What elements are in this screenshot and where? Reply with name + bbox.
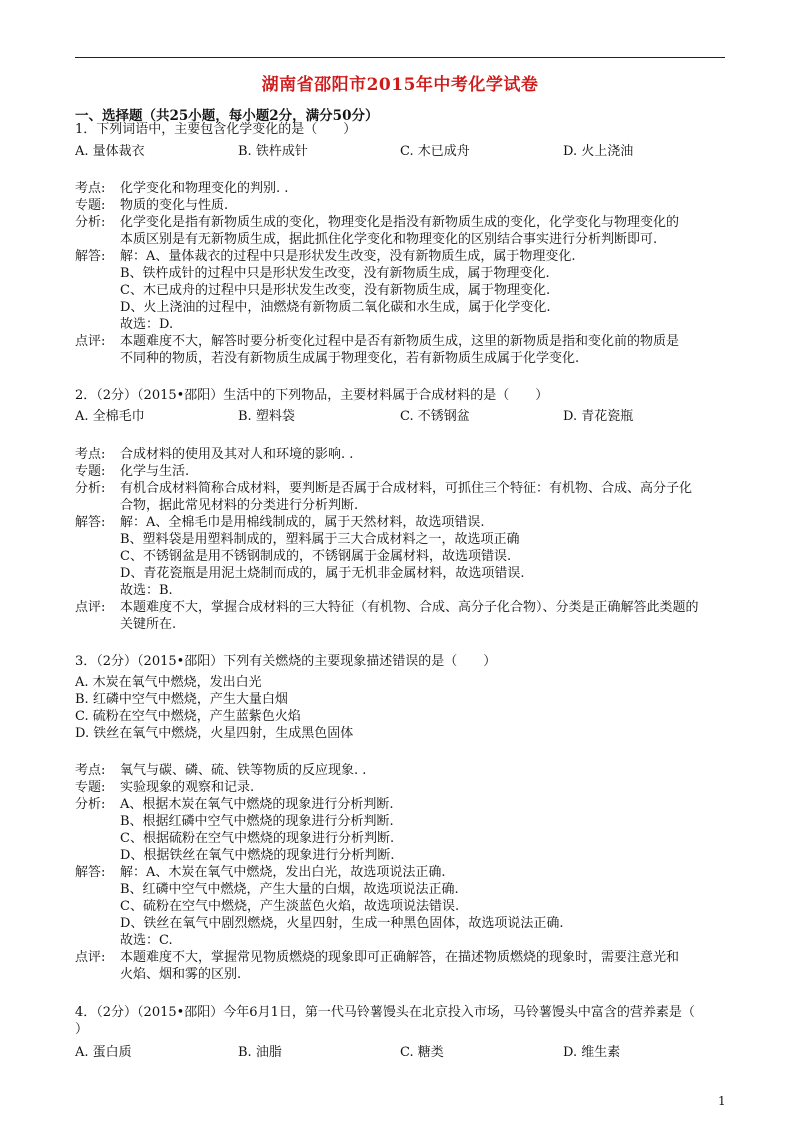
jieda-line: 故选：D. bbox=[120, 317, 174, 332]
dianping-line: 关键所在. bbox=[120, 617, 177, 632]
fenxi-line: D、根据铁丝在氧气中燃烧的现象进行分析判断. bbox=[120, 848, 395, 863]
option-b: B. 铁杵成针 bbox=[238, 144, 308, 159]
jieda-line: C、硫粉在空气中燃烧，产生淡蓝色火焰，故选项说法错误. bbox=[120, 899, 460, 914]
option-a: A. 全棉毛巾 bbox=[75, 409, 145, 424]
page-title: 湖南省邵阳市2015年中考化学试卷 bbox=[261, 75, 539, 95]
question-4-stem: 4．（2分）（2015•邵阳）今年6月1日，第一代马铃薯馒头在北京投入市场，马铃薯馒头中富含的营养素是（ bbox=[75, 1005, 695, 1020]
fenxi-label: 分析: bbox=[75, 797, 106, 812]
fenxi-line: 本质区别是有无新物质生成，据此抓住化学变化和物理变化的区别结合事实进行分析判断即可. bbox=[120, 232, 658, 247]
option-d: D. 铁丝在氧气中燃烧，火星四射，生成黑色固体 bbox=[75, 726, 354, 741]
zhuanti-label: 专题: bbox=[75, 780, 106, 795]
option-c: C. 木已成舟 bbox=[400, 144, 470, 159]
dianping-line: 本题难度不大，掌握合成材料的三大特征（有机物、合成、高分子化合物）、分类是正确解答此类题的 bbox=[120, 600, 699, 615]
jieda-line: C、不锈钢盆是用不锈钢制成的，不锈钢属于金属材料，故选项错误. bbox=[120, 549, 512, 564]
fenxi-line: B、根据红磷中空气中燃烧的现象进行分析判断. bbox=[120, 814, 394, 829]
fenxi-line: 合物，据此常见材料的分类进行分析判断. bbox=[120, 498, 359, 513]
page-number: 1 bbox=[718, 1094, 726, 1108]
section-heading: 一、选择题（共25小题，每小题2分，满分50分） bbox=[75, 108, 379, 124]
jieda-line: 解：A、量体裁衣的过程中只是形状发生改变，没有新物质生成，属于物理变化. bbox=[120, 249, 576, 264]
jieda-line: 解：A、木炭在氧气中燃烧，发出白光，故选项说法正确. bbox=[120, 865, 446, 880]
jieda-line: D、铁丝在氧气中剧烈燃烧，火星四射，生成一种黑色固体，故选项说法正确. bbox=[120, 916, 564, 931]
fenxi-line: 有机合成材料简称合成材料，要判断是否属于合成材料，可抓住三个特征：有机物、合成、高分子化 bbox=[120, 481, 693, 496]
zhuanti-text: 实验现象的观察和记录. bbox=[120, 780, 255, 795]
jieda-line: 解：A、全棉毛巾是用棉线制成的，属于天然材料，故选项错误. bbox=[120, 515, 485, 530]
kaodian-text: 化学变化和物理变化的判别. . bbox=[120, 181, 289, 196]
jieda-line: B、塑料袋是用塑料制成的，塑料属于三大合成材料之一，故选项正确 bbox=[120, 532, 520, 547]
option-d: D. 维生素 bbox=[563, 1045, 621, 1060]
question-1-options bbox=[75, 143, 725, 161]
option-a: A. 量体裁衣 bbox=[75, 144, 145, 159]
dianping-label: 点评: bbox=[75, 334, 106, 349]
kaodian-label: 考点: bbox=[75, 447, 106, 462]
kaodian-label: 考点: bbox=[75, 181, 106, 196]
option-d: D. 青花瓷瓶 bbox=[563, 409, 634, 424]
jieda-line: 故选：C. bbox=[120, 933, 173, 948]
question-1-stem: 1．下列词语中，主要包含化学变化的是（ ） bbox=[75, 122, 357, 137]
kaodian-label: 考点: bbox=[75, 763, 106, 778]
jieda-label: 解答: bbox=[75, 865, 106, 880]
question-2-stem: 2．（2分）（2015•邵阳）生活中的下列物品，主要材料属于合成材料的是（ ） bbox=[75, 388, 549, 403]
header-rule bbox=[75, 57, 725, 58]
jieda-line: 故选：B. bbox=[120, 583, 173, 598]
fenxi-label: 分析: bbox=[75, 215, 106, 230]
option-c: C. 不锈钢盆 bbox=[400, 409, 470, 424]
option-b: B. 红磷中空气中燃烧，产生大量白烟 bbox=[75, 692, 288, 707]
option-c: C. 糖类 bbox=[400, 1045, 444, 1060]
dianping-line: 不同种的物质，若没有新物质生成属于物理变化，若有新物质生成属于化学变化. bbox=[120, 351, 580, 366]
fenxi-line: C、根据硫粉在空气中燃烧的现象进行分析判断. bbox=[120, 831, 395, 846]
zhuanti-text: 化学与生活. bbox=[120, 464, 190, 479]
dianping-line: 火焰、烟和雾的区别. bbox=[120, 967, 242, 982]
jieda-line: B、红磷中空气中燃烧，产生大量的白烟，故选项说法正确. bbox=[120, 882, 459, 897]
option-c: C. 硫粉在空气中燃烧，产生蓝紫色火焰 bbox=[75, 709, 301, 724]
question-3-stem: 3．（2分）（2015•邵阳）下列有关燃烧的主要现象描述错误的是（ ） bbox=[75, 654, 497, 669]
jieda-label: 解答: bbox=[75, 249, 106, 264]
zhuanti-label: 专题: bbox=[75, 198, 106, 213]
question-2-options bbox=[75, 408, 725, 426]
fenxi-line: A、根据木炭在氧气中燃烧的现象进行分析判断. bbox=[120, 797, 394, 812]
option-a: A. 木炭在氧气中燃烧，发出白光 bbox=[75, 675, 262, 690]
question-4-options bbox=[75, 1044, 725, 1062]
question-4-stem-cont: ） bbox=[75, 1022, 89, 1037]
zhuanti-text: 物质的变化与性质. bbox=[120, 198, 229, 213]
jieda-line: C、木已成舟的过程中只是形状发生改变，没有新物质生成，属于物理变化. bbox=[120, 283, 551, 298]
kaodian-text: 合成材料的使用及其对人和环境的影响. . bbox=[120, 447, 354, 462]
option-d: D. 火上浇油 bbox=[563, 144, 634, 159]
option-b: B. 油脂 bbox=[238, 1045, 282, 1060]
jieda-line: B、铁杵成针的过程中只是形状发生改变，没有新物质生成，属于物理变化. bbox=[120, 266, 550, 281]
jieda-label: 解答: bbox=[75, 515, 106, 530]
dianping-label: 点评: bbox=[75, 950, 106, 965]
jieda-line: D、火上浇油的过程中，油燃烧有新物质二氧化碳和水生成，属于化学变化. bbox=[120, 300, 551, 315]
fenxi-line: 化学变化是指有新物质生成的变化，物理变化是指没有新物质生成的变化，化学变化与物理变化的 bbox=[120, 215, 680, 230]
dianping-label: 点评: bbox=[75, 600, 106, 615]
option-b: B. 塑料袋 bbox=[238, 409, 295, 424]
option-a: A. 蛋白质 bbox=[75, 1045, 132, 1060]
jieda-line: D、青花瓷瓶是用泥土烧制而成的，属于无机非金属材料，故选项错误. bbox=[120, 566, 525, 581]
kaodian-text: 氧气与碳、磷、硫、铁等物质的反应现象. . bbox=[120, 763, 367, 778]
zhuanti-label: 专题: bbox=[75, 464, 106, 479]
fenxi-label: 分析: bbox=[75, 481, 106, 496]
dianping-line: 本题难度不大，掌握常见物质燃烧的现象即可正确解答，在描述物质燃烧的现象时，需要注意光和 bbox=[120, 950, 680, 965]
dianping-line: 本题难度不大，解答时要分析变化过程中是否有新物质生成，这里的新物质是指和变化前的物质是 bbox=[120, 334, 680, 349]
